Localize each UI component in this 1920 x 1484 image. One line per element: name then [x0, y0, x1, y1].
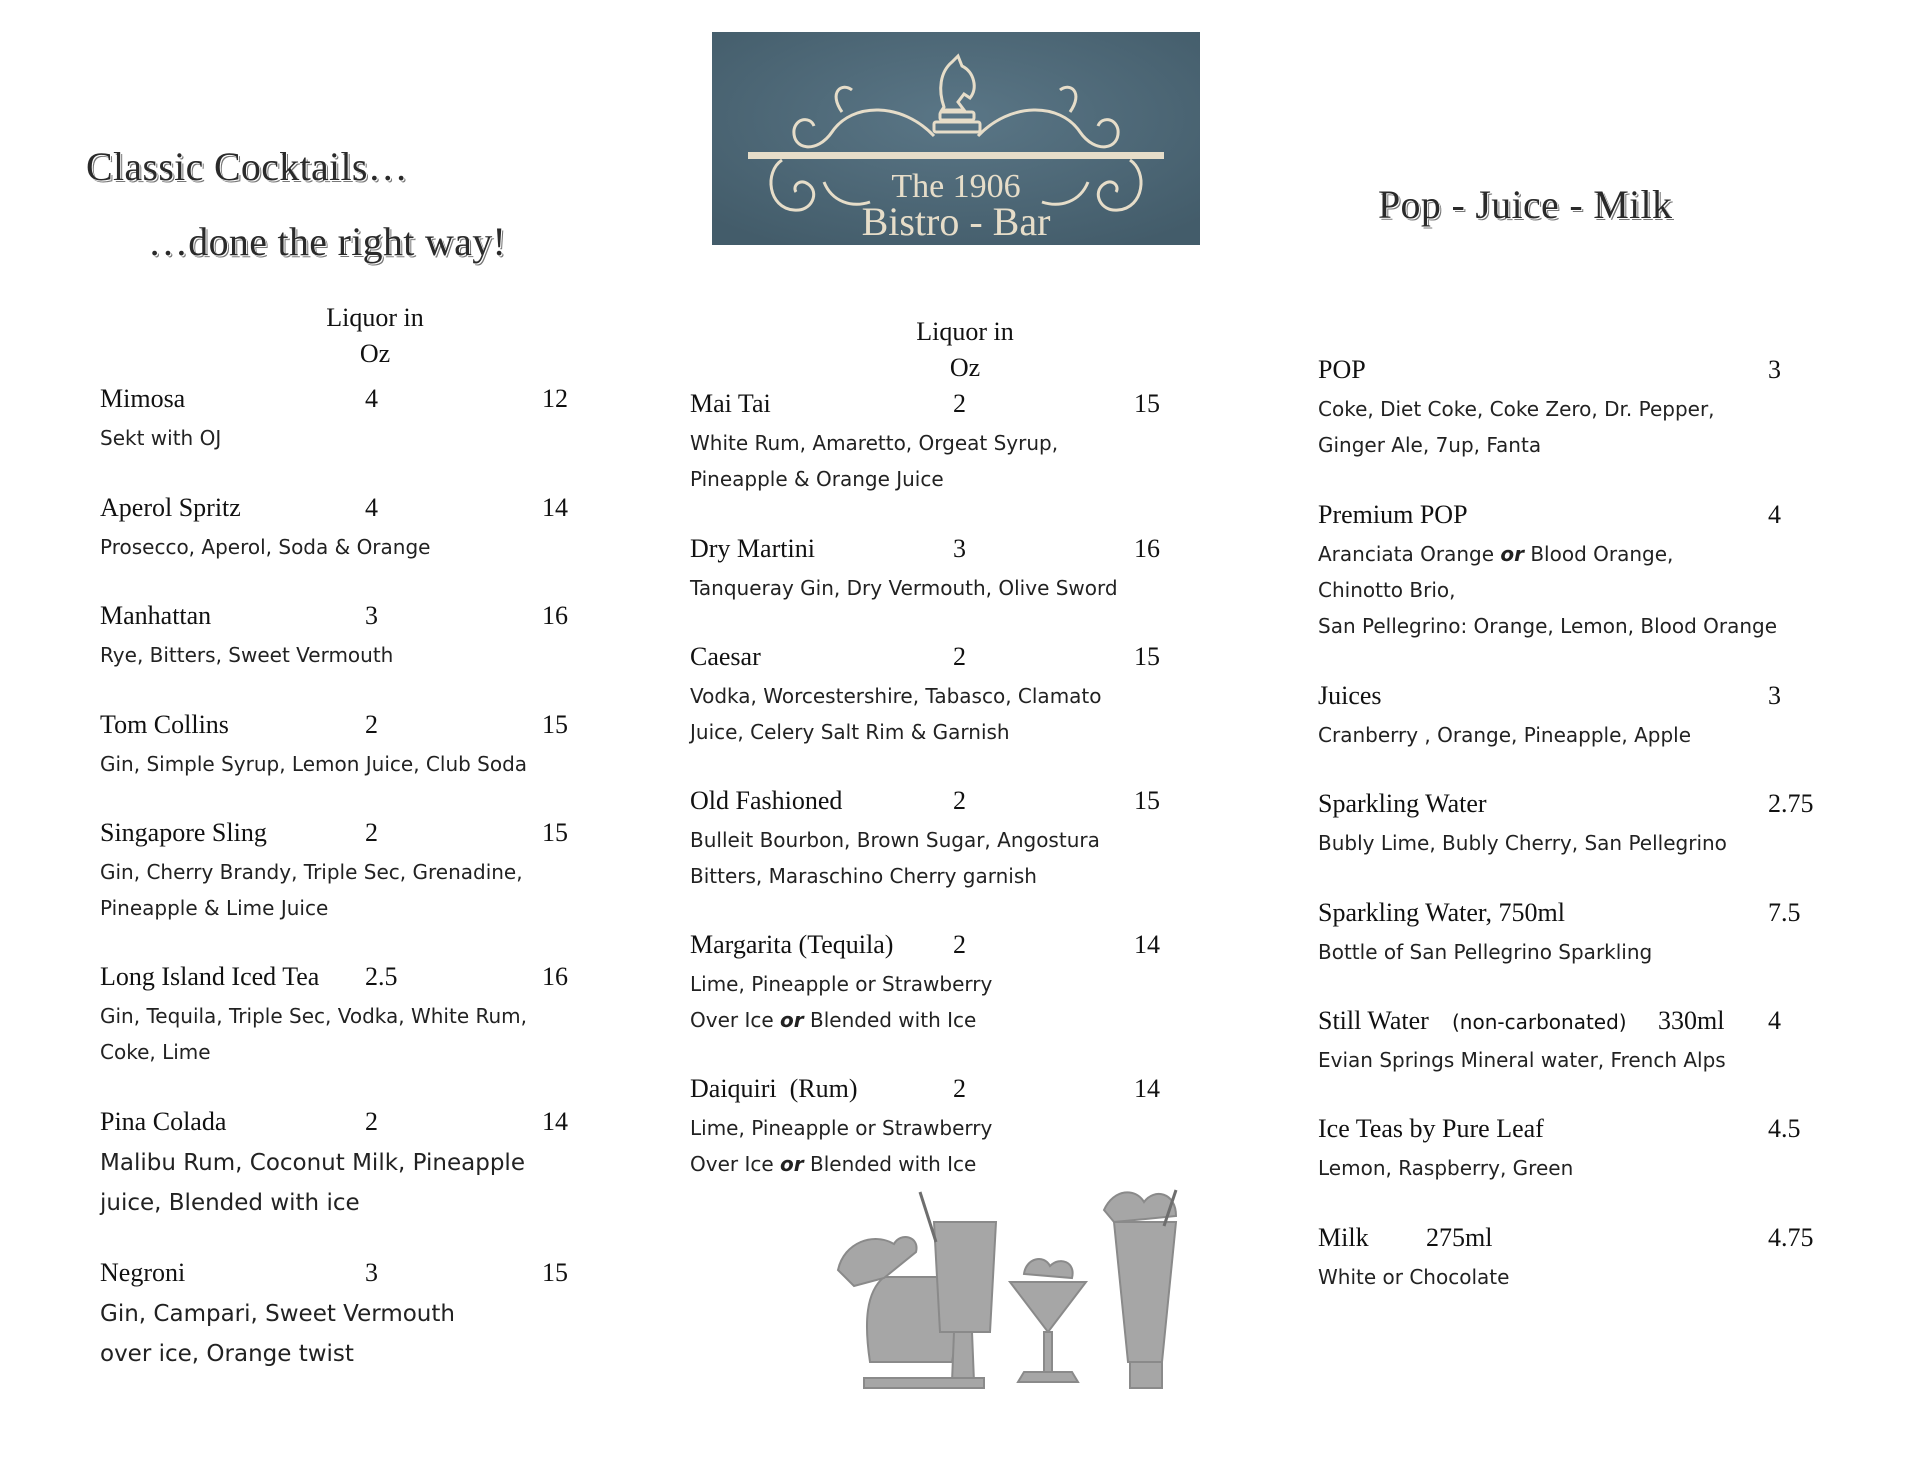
item-oz: 2 — [365, 1107, 378, 1136]
menu-item-long-island-iced-tea — [100, 962, 568, 1070]
menu-item-mimosa — [100, 384, 568, 456]
item-price: 3 — [1768, 681, 1781, 710]
item-desc: Pineapple & Orange Juice — [690, 467, 944, 491]
item-price: 16 — [542, 962, 568, 991]
menu-item-sparkling-water-750ml — [1318, 898, 1801, 970]
item-desc: Gin, Simple Syrup, Lemon Juice, Club Soda — [100, 752, 528, 776]
item-price: 14 — [542, 493, 568, 522]
menu-item-mai-tai — [690, 389, 1160, 497]
item-desc: Bottle of San Pellegrino Sparkling — [1318, 940, 1653, 964]
desc-emphasis: or — [780, 1008, 804, 1032]
item-desc — [1318, 536, 1777, 572]
left-heading-line2: …done the right way! — [148, 219, 507, 264]
menu-item-pina-colada — [100, 1107, 568, 1223]
item-desc: Prosecco, Aperol, Soda & Orange — [100, 535, 431, 559]
desc-part: Over Ice — [690, 1008, 781, 1032]
item-name: POP — [1318, 355, 1366, 384]
item-oz: 2 — [953, 1074, 966, 1103]
item-desc: Evian Springs Mineral water, French Alps — [1318, 1048, 1726, 1072]
item-price: 14 — [1134, 1074, 1160, 1103]
desc-part: Over Ice — [690, 1152, 781, 1176]
item-name: Negroni — [100, 1258, 186, 1287]
left-liquor-header — [300, 300, 450, 372]
item-desc: Bitters, Maraschino Cherry garnish — [690, 864, 1037, 888]
menu-item-negroni — [100, 1258, 568, 1374]
item-price: 7.5 — [1768, 898, 1801, 927]
item-desc: Gin, Campari, Sweet Vermouth — [100, 1301, 455, 1327]
menu-item-pop — [1318, 355, 1781, 463]
item-size: 330ml — [1658, 1006, 1725, 1035]
item-name: Sparkling Water, 750ml — [1318, 898, 1565, 927]
item-name: Juices — [1318, 681, 1382, 710]
item-price: 15 — [1134, 642, 1160, 671]
menu-item-manhattan — [100, 601, 568, 673]
item-desc: Gin, Cherry Brandy, Triple Sec, Grenadine, — [100, 860, 523, 884]
item-desc: White or Chocolate — [1318, 1265, 1510, 1289]
item-price: 4 — [1768, 500, 1781, 529]
desc-part: Blood Orange, — [1523, 542, 1674, 566]
left-heading-line1: Classic Cocktails… — [86, 144, 409, 189]
item-name: Tom Collins — [100, 710, 229, 739]
item-name: Ice Teas by Pure Leaf — [1318, 1114, 1544, 1143]
item-desc: Pineapple & Lime Juice — [100, 896, 329, 920]
item-price: 15 — [542, 1258, 568, 1287]
item-name: Milk — [1318, 1223, 1369, 1252]
item-name: Manhattan — [100, 601, 212, 630]
menu-item-milk — [1318, 1223, 1814, 1295]
item-oz: 2 — [953, 389, 966, 418]
menu-item-tom-collins — [100, 710, 568, 782]
item-size: 275ml — [1426, 1223, 1493, 1252]
desc-part: Blended with Ice — [803, 1152, 977, 1176]
item-name: Long Island Iced Tea — [100, 962, 320, 991]
item-desc: Ginger Ale, 7up, Fanta — [1318, 433, 1542, 457]
item-desc: Coke, Lime — [100, 1040, 211, 1064]
item-desc: Rye, Bitters, Sweet Vermouth — [100, 643, 394, 667]
right-heading: Pop - Juice - Milk — [1378, 182, 1673, 227]
item-oz: 3 — [365, 601, 378, 630]
item-price: 2.75 — [1768, 789, 1814, 818]
item-desc: Bulleit Bourbon, Brown Sugar, Angostura — [690, 828, 1100, 852]
item-price: 4.5 — [1768, 1114, 1801, 1143]
desc-part: Blended with Ice — [803, 1008, 977, 1032]
item-oz: 2.5 — [365, 962, 398, 991]
item-name: Premium POP — [1318, 500, 1468, 529]
item-desc — [690, 1146, 992, 1182]
item-name: Still Water — [1318, 1006, 1429, 1035]
desc-emphasis: or — [1500, 542, 1524, 566]
item-desc: Lemon, Raspberry, Green — [1318, 1156, 1574, 1180]
item-name: Pina Colada — [100, 1107, 227, 1136]
item-price: 4 — [1768, 1006, 1781, 1035]
item-price: 16 — [542, 601, 568, 630]
item-oz: 2 — [365, 818, 378, 847]
item-oz: 2 — [953, 642, 966, 671]
item-desc: Chinotto Brio, — [1318, 578, 1456, 602]
item-qualifier: (non-carbonated) — [1452, 1010, 1627, 1034]
item-name: Mimosa — [100, 384, 186, 413]
middle-liquor-header-line1: Liquor in — [916, 317, 1014, 346]
item-desc: Malibu Rum, Coconut Milk, Pineapple — [100, 1150, 525, 1176]
item-desc: Tanqueray Gin, Dry Vermouth, Olive Sword — [690, 576, 1118, 600]
left-liquor-header-line1: Liquor in — [326, 303, 424, 332]
item-oz: 4 — [365, 384, 378, 413]
item-price: 3 — [1768, 355, 1781, 384]
item-name: Aperol Spritz — [100, 493, 241, 522]
item-price: 4.75 — [1768, 1223, 1814, 1252]
item-oz: 2 — [365, 710, 378, 739]
item-desc: Cranberry , Orange, Pineapple, Apple — [1318, 723, 1692, 747]
item-price: 12 — [542, 384, 568, 413]
item-price: 15 — [542, 818, 568, 847]
menu-item-dry-martini — [690, 534, 1160, 606]
logo-line2: Bistro - Bar — [861, 199, 1051, 244]
item-desc: juice, Blended with ice — [100, 1190, 360, 1216]
item-name: Old Fashioned — [690, 786, 843, 815]
item-desc: Bubly Lime, Bubly Cherry, San Pellegrino — [1318, 831, 1727, 855]
item-desc: over ice, Orange twist — [100, 1341, 354, 1367]
item-desc: Lime, Pineapple or Strawberry — [690, 1116, 993, 1140]
item-price: 16 — [1134, 534, 1160, 563]
menu-item-juices — [1318, 681, 1781, 753]
item-desc: Vodka, Worcestershire, Tabasco, Clamato — [690, 684, 1102, 708]
item-name: Daiquiri (Rum) — [690, 1074, 858, 1103]
item-desc: White Rum, Amaretto, Orgeat Syrup, — [690, 431, 1059, 455]
item-name: Sparkling Water — [1318, 789, 1487, 818]
item-desc: Sekt with OJ — [100, 426, 222, 450]
menu-item-premium-pop — [1318, 500, 1781, 644]
cocktail-glasses-icon — [824, 1182, 1204, 1402]
logo-line1: The 1906 — [891, 168, 1021, 205]
item-oz: 3 — [365, 1258, 378, 1287]
item-name: Mai Tai — [690, 389, 771, 418]
item-price: 15 — [1134, 786, 1160, 815]
item-name: Singapore Sling — [100, 818, 267, 847]
bistro-logo — [712, 32, 1200, 245]
item-price: 14 — [542, 1107, 568, 1136]
desc-emphasis: or — [780, 1152, 804, 1176]
item-desc — [690, 1002, 992, 1038]
menu-item-margarita — [690, 930, 1160, 1038]
menu-item-sparkling-water — [1318, 789, 1814, 861]
desc-part: Aranciata Orange — [1318, 542, 1501, 566]
middle-liquor-header-line2: Oz — [949, 353, 981, 382]
menu-item-old-fashioned — [690, 786, 1160, 894]
item-desc: Coke, Diet Coke, Coke Zero, Dr. Pepper, — [1318, 397, 1715, 421]
item-name: Caesar — [690, 642, 761, 671]
menu-item-daiquiri — [690, 1074, 1160, 1182]
item-desc: San Pellegrino: Orange, Lemon, Blood Orange — [1318, 614, 1778, 638]
item-price: 14 — [1134, 930, 1160, 959]
menu-item-aperol-spritz — [100, 493, 568, 565]
item-oz: 2 — [953, 930, 966, 959]
item-desc: Juice, Celery Salt Rim & Garnish — [690, 720, 1010, 744]
menu-item-still-water — [1318, 1006, 1781, 1078]
item-name: Dry Martini — [690, 534, 815, 563]
item-oz: 3 — [953, 534, 966, 563]
item-desc: Gin, Tequila, Triple Sec, Vodka, White Rum, — [100, 1004, 527, 1028]
left-liquor-header-line2: Oz — [359, 339, 391, 368]
menu-item-singapore-sling — [100, 818, 568, 926]
item-desc: Lime, Pineapple or Strawberry — [690, 972, 993, 996]
middle-liquor-header — [890, 314, 1040, 386]
item-price: 15 — [542, 710, 568, 739]
item-oz: 4 — [365, 493, 378, 522]
item-name: Margarita (Tequila) — [690, 930, 894, 959]
menu-item-ice-teas — [1318, 1114, 1801, 1186]
item-oz: 2 — [953, 786, 966, 815]
item-price: 15 — [1134, 389, 1160, 418]
menu-item-caesar — [690, 642, 1160, 750]
